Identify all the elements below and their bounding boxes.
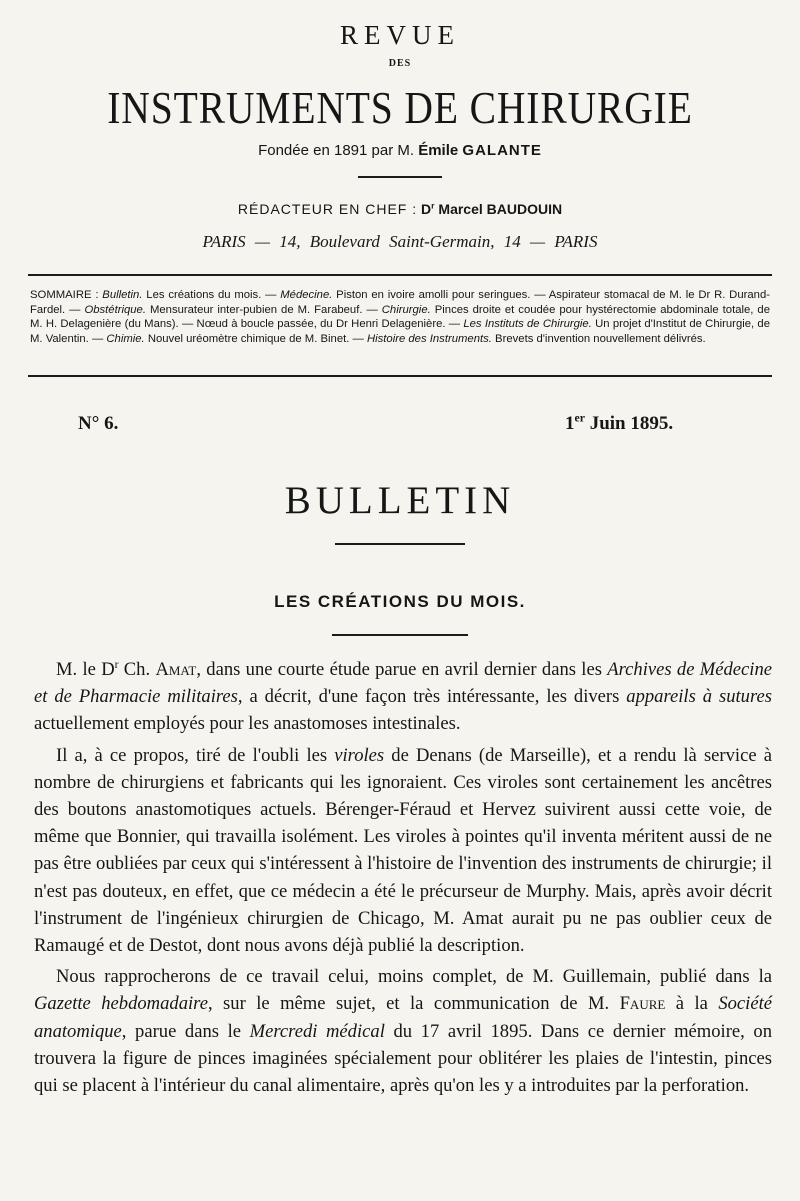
sommaire-rubric: Histoire des Instruments. xyxy=(366,332,492,345)
sommaire-rubric: Médecine. xyxy=(280,289,333,301)
founder-last-name: GALANTE xyxy=(462,142,542,159)
revue-heading: REVUE xyxy=(340,20,460,50)
sommaire-bottom-rule xyxy=(28,375,772,377)
paragraph-text: à la xyxy=(665,993,719,1015)
editor-name: Marcel BAUDOUIN xyxy=(438,201,563,217)
article-body xyxy=(34,656,772,1099)
issue-date-day-sup: er xyxy=(574,411,585,425)
sommaire xyxy=(30,288,770,346)
paragraph-text: , dans une courte étude parue en avril dernier dans les xyxy=(196,659,608,680)
paragraph-text: , parue dans le xyxy=(121,1020,250,1042)
sommaire-entry-text: Piston en ivoire amolli pour seringues. — Aspirateur stomacal de M. le Dr R. Durand-Fardel. — xyxy=(30,289,770,316)
sommaire-label: SOMMAIRE : xyxy=(30,289,99,301)
small-caps-name: Faure xyxy=(619,993,666,1015)
address-line: PARIS — 14, Boulevard Saint-Germain, 14 — PARIS xyxy=(202,232,598,251)
editor-label: RÉDACTEUR EN CHEF : xyxy=(237,201,418,217)
sommaire-items xyxy=(30,289,770,345)
sommaire-entry-text: Brevets d'invention nouvellement délivrés. xyxy=(491,332,706,345)
italic-text: viroles xyxy=(334,744,385,766)
article-paragraph xyxy=(34,742,772,960)
issue-date xyxy=(565,413,673,435)
paragraph-text: , a décrit, d'une façon très intéressante, les divers xyxy=(237,686,627,708)
founded-prefix: Fondée en 1891 par M. xyxy=(258,142,415,159)
small-caps-name: Amat xyxy=(155,659,197,680)
editor-title: D xyxy=(421,201,432,217)
editor-line xyxy=(0,201,800,217)
paragraph-text: r xyxy=(114,658,119,671)
paragraph-text: de Denans (de Marseille), et a rendu là service à nombre de chirurgiens et fabricants qui les ignoraient. Ces viroles sont certainement les ancêtres des boutons anastomotiques actuels. Bérenger-Féraud et Hervez suivirent aussi cette voie, de même que Bonnier, qui travailla isolément. Les viroles à pointes qu'il inventa méritent aussi de ne pas être oubliées par ceux qui s'intéressent à l'histoire de l'invention des instruments de chirurgie; il n'est pas douteux, en effet, que ce médecin a été le précurseur de Murphy. Mais, après avoir décrit l'instrument de l'ingénieux chirurgien de Chicago, M. Amat aurait pu ne pas oublier ceux de Ramaugé et de Destot, dont nous avons déjà publié la description. xyxy=(34,744,772,957)
sommaire-entry-text: Mensurateur inter-pubien de M. Farabeuf. — xyxy=(145,303,382,316)
paragraph-text: , sur le même sujet, et la communication de M. xyxy=(207,993,620,1015)
des-subheading: DES xyxy=(388,58,412,69)
sommaire-entry-text: Un projet d'Institut de Chirurgie, de M. Valentin. — xyxy=(30,318,770,345)
editor-title-sup: r xyxy=(431,200,435,211)
founder-first-name: Émile xyxy=(418,142,459,159)
paragraph-text: du 17 avril 1895. Dans ce dernier mémoire, on trouvera la figure de pinces imaginées spécialement pour oblitérer les plaies de l'intestin, pinces qui se placent à l'intérieur du canal alimentaire, après qu'on les y a introduites par la perforation. xyxy=(34,1020,772,1097)
founded-line xyxy=(0,142,800,160)
issue-date-day: 1 xyxy=(565,413,575,434)
issue-number: N° 6. xyxy=(78,413,119,434)
sommaire-rubric: Chimie. xyxy=(106,332,145,345)
italic-text: Gazette hebdomadaire xyxy=(34,993,208,1015)
article-paragraph xyxy=(34,656,772,738)
article-paragraph xyxy=(34,963,772,1099)
bulletin-heading: BULLETIN xyxy=(284,479,516,522)
sommaire-rubric: Bulletin. xyxy=(102,289,143,301)
italic-text: Archives de Médecine et de Pharmacie militaires xyxy=(34,659,773,708)
paragraph-text: actuellement employés pour les anastomoses intestinales. xyxy=(34,713,461,735)
sommaire-rubric: Obstétrique. xyxy=(84,303,146,316)
italic-text: Société anatomique xyxy=(34,993,773,1042)
journal-title: INSTRUMENTS DE CHIRURGIE xyxy=(107,82,693,133)
section-rule xyxy=(332,634,468,636)
italic-text: appareils à sutures xyxy=(626,686,772,708)
sommaire-entry-text: Pinces droite et coudée pour hystérectomie abdominale totale, de M. H. Delagenière (du Mans). — Nœud à boucle passée, du Dr Henri Delagenière. — xyxy=(30,303,770,330)
sommaire-rubric: Chirurgie. xyxy=(381,303,431,316)
sommaire-entry-text: Les créations du mois. — xyxy=(142,289,281,301)
italic-text: Mercredi médical xyxy=(249,1020,385,1042)
bulletin-rule xyxy=(335,543,465,545)
masthead-short-rule xyxy=(358,176,442,178)
section-heading: LES CRÉATIONS DU MOIS. xyxy=(274,592,526,611)
paragraph-text: M. le D xyxy=(56,659,115,680)
sommaire-rubric: Les Instituts de Chirurgie. xyxy=(463,318,592,330)
paragraph-text: Il a, à ce propos, tiré de l'oubli les xyxy=(56,744,335,766)
sommaire-top-rule xyxy=(28,274,772,276)
paragraph-text: Ch. xyxy=(118,659,156,680)
paragraph-text: Nous rapprocherons de ce travail celui, moins complet, de M. Guillemain, publié dans la xyxy=(56,966,772,988)
issue-date-rest: Juin 1895. xyxy=(589,413,674,434)
sommaire-entry-text: Nouvel uréomètre chimique de M. Binet. — xyxy=(144,332,367,345)
